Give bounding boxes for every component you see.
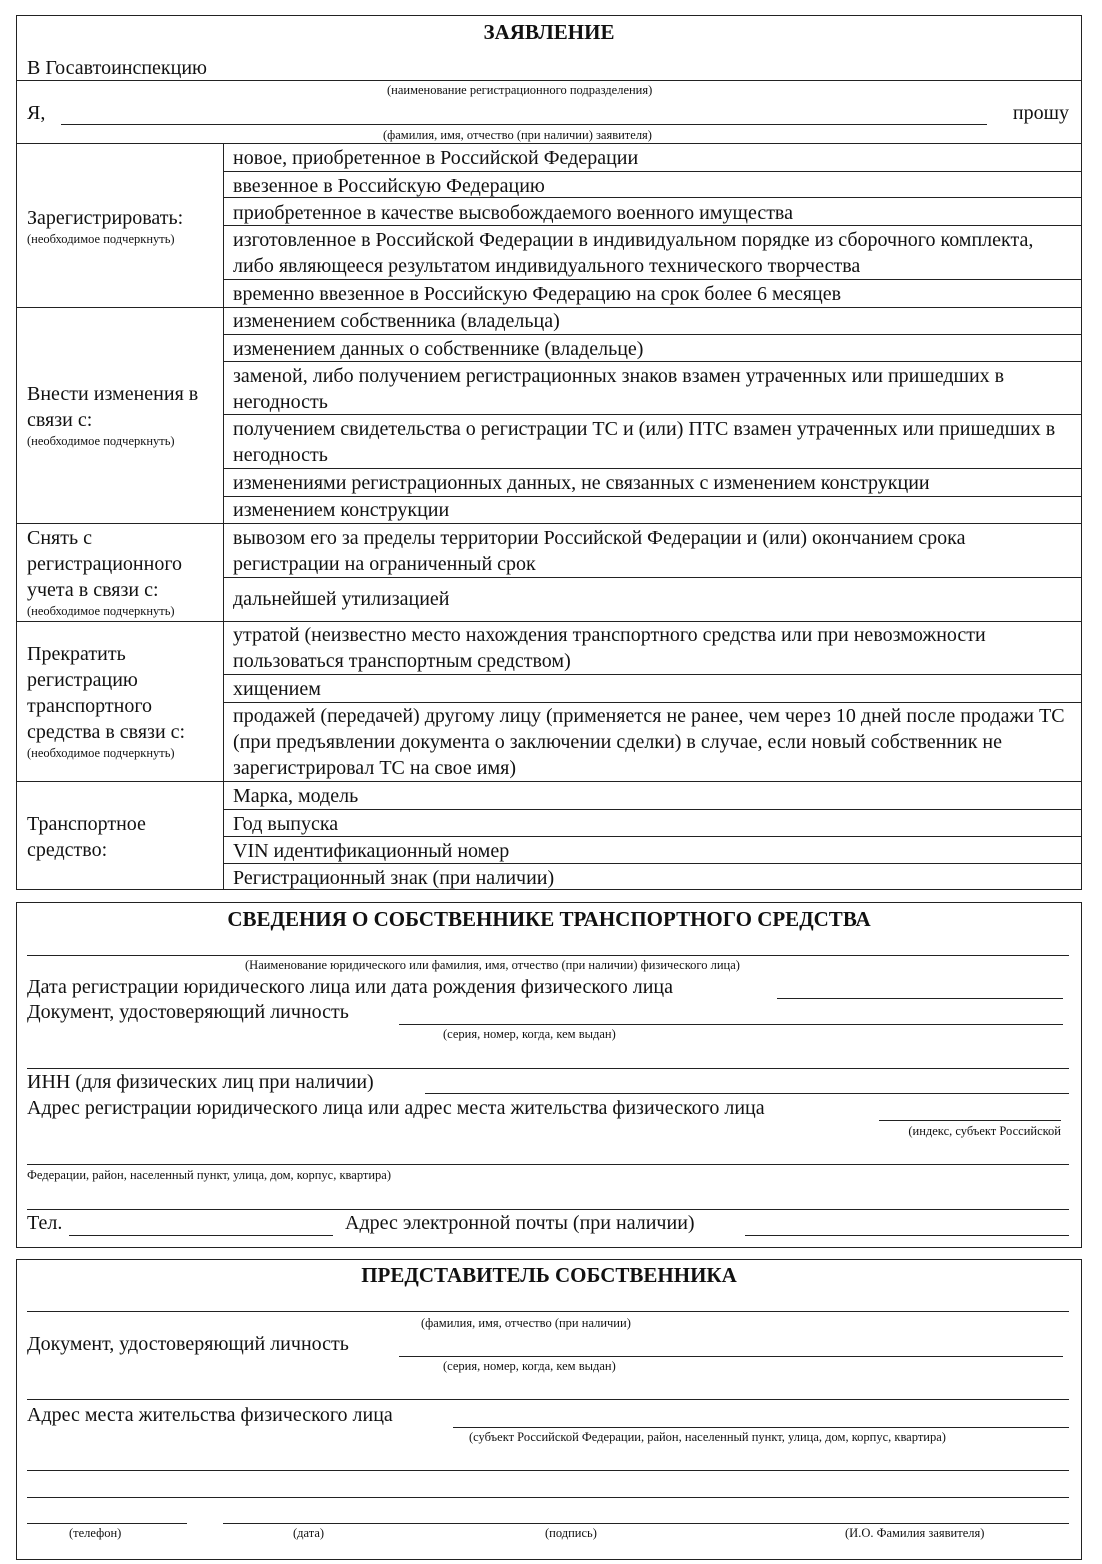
divider xyxy=(223,334,1081,335)
owner-name-field[interactable] xyxy=(27,955,1069,956)
request-label: прошу xyxy=(1012,102,1069,124)
terminate-option-loss[interactable]: утратой (неизвестно место нахождения транспортного средства или при невозможности пользоваться транспортным средством) xyxy=(233,624,986,672)
rep-doc-label: Документ, удостоверяющий личность xyxy=(27,1333,349,1355)
application-box xyxy=(16,15,1082,890)
section-vehicle-label: Транспортное средство: xyxy=(27,813,146,861)
rep-address-hint: (субъект Российской Федерации, район, населенный пункт, улица, дом, корпус, квартира) xyxy=(469,1430,946,1444)
owner-doc-hint: (серия, номер, когда, кем выдан) xyxy=(443,1027,616,1041)
owner-phone-label: Тел. xyxy=(27,1212,63,1234)
owner-doc-label: Документ, удостоверяющий личность xyxy=(27,1001,349,1023)
rep-name-hint: (фамилия, имя, отчество (при наличии) xyxy=(421,1316,631,1330)
section-deregister-label: Снять с регистрационного учета в связи с: (необходимое подчеркнуть) xyxy=(27,527,183,618)
vehicle-vin[interactable]: VIN идентификационный номер xyxy=(233,840,510,862)
applicant-name-hint: (фамилия, имя, отчество (при наличии) заявителя) xyxy=(383,128,652,142)
vehicle-make-model[interactable]: Марка, модель xyxy=(233,785,359,807)
divider xyxy=(223,836,1081,837)
sign-date-hint: (дата) xyxy=(293,1526,325,1540)
owner-email-field[interactable] xyxy=(745,1235,1069,1236)
vehicle-year[interactable]: Год выпуска xyxy=(233,813,339,835)
owner-address-field-3[interactable] xyxy=(27,1209,1069,1210)
divider xyxy=(223,674,1081,675)
divider xyxy=(17,523,1081,524)
owner-address-hint-1: (индекс, субъект Российской xyxy=(908,1124,1061,1138)
sign-phone-hint: (телефон) xyxy=(69,1526,122,1540)
sign-name-hint: (И.О. Фамилия заявителя) xyxy=(845,1526,985,1540)
owner-doc-field[interactable] xyxy=(399,1024,1063,1025)
rep-address-field-2[interactable] xyxy=(27,1470,1069,1471)
divider xyxy=(223,225,1081,226)
representative-title: ПРЕДСТАВИТЕЛЬ СОБСТВЕННИКА xyxy=(361,1263,737,1287)
deregister-option-disposal[interactable]: дальнейшей утилизацией xyxy=(233,588,450,610)
rep-doc-field[interactable] xyxy=(399,1356,1063,1357)
rep-address-field-3[interactable] xyxy=(27,1497,1069,1498)
divider xyxy=(17,781,1081,782)
recipient-label: В Госавтоинспекцию xyxy=(27,57,207,79)
section-terminate-label: Прекратить регистрацию транспортного средства в связи с: (необходимое подчеркнуть) xyxy=(27,643,186,760)
sign-signature-hint: (подпись) xyxy=(545,1526,597,1540)
changes-option-owner[interactable]: изменением собственника (владельца) xyxy=(233,310,560,332)
divider xyxy=(223,279,1081,280)
divider xyxy=(223,414,1081,415)
terminate-option-theft[interactable]: хищением xyxy=(233,678,321,700)
owner-address-hint-2: Федерации, район, населенный пункт, улица, дом, корпус, квартира) xyxy=(27,1168,392,1182)
representative-box xyxy=(16,1259,1082,1560)
divider xyxy=(223,171,1081,172)
section-changes-label: Внести изменения в связи с: (необходимое подчеркнуть) xyxy=(27,383,199,448)
owner-address-label: Адрес регистрации юридического лица или адрес места жительства физического лица xyxy=(27,1097,765,1119)
terminate-option-sale[interactable]: продажей (передачей) другому лицу (применяется не ранее, чем через 10 дней после продажи ТС (при предъявлении документа о заключении сделки) в случае, если новый собственник не зарегистрировал ТС на свое имя) xyxy=(233,705,1065,779)
sign-rest-field[interactable] xyxy=(223,1523,1069,1524)
divider xyxy=(223,197,1081,198)
owner-date-label: Дата регистрации юридического лица или дата рождения физического лица xyxy=(27,976,674,998)
rep-doc-hint: (серия, номер, когда, кем выдан) xyxy=(443,1359,616,1373)
owner-inn-field[interactable] xyxy=(425,1093,1069,1094)
owner-email-label: Адрес электронной почты (при наличии) xyxy=(345,1212,695,1234)
sign-phone-field[interactable] xyxy=(27,1523,187,1524)
owner-phone-field[interactable] xyxy=(69,1235,333,1236)
rep-name-field[interactable] xyxy=(27,1311,1069,1312)
register-option-imported[interactable]: ввезенное в Российскую Федерацию xyxy=(233,175,545,197)
register-option-new[interactable]: новое, приобретенное в Российской Федерации xyxy=(233,147,639,169)
divider xyxy=(223,577,1081,578)
register-option-military[interactable]: приобретенное в качестве высвобождаемого военного имущества xyxy=(233,202,793,224)
changes-option-owner-data[interactable]: изменением данных о собственнике (владельце) xyxy=(233,338,644,360)
vehicle-plate[interactable]: Регистрационный знак (при наличии) xyxy=(233,867,555,889)
unit-hint: (наименование регистрационного подразделения) xyxy=(387,83,653,97)
owner-address-field-2[interactable] xyxy=(27,1164,1069,1165)
changes-option-certificate[interactable]: получением свидетельства о регистрации ТС и (или) ПТС взамен утраченных или пришедших в негодность xyxy=(233,418,1056,466)
divider xyxy=(223,809,1081,810)
divider xyxy=(17,80,1081,81)
owner-name-hint: (Наименование юридического или фамилия, имя, отчество (при наличии) физического лица) xyxy=(245,958,740,972)
register-option-assembled[interactable]: изготовленное в Российской Федерации в индивидуальном порядке из сборочного комплекта, либо являющееся результатом индивидуального технического творчества xyxy=(233,229,1034,277)
changes-option-reg-data[interactable]: изменениями регистрационных данных, не связанных с изменением конструкции xyxy=(233,472,930,494)
owner-date-field[interactable] xyxy=(777,998,1063,999)
owner-inn-label: ИНН (для физических лиц при наличии) xyxy=(27,1071,374,1093)
divider xyxy=(223,863,1081,864)
changes-option-plates[interactable]: заменой, либо получением регистрационных знаков взамен утраченных или пришедших в негодность xyxy=(233,365,1005,413)
divider xyxy=(223,468,1081,469)
section-register-label: Зарегистрировать: (необходимое подчеркнуть) xyxy=(27,207,184,246)
owner-title: СВЕДЕНИЯ О СОБСТВЕННИКЕ ТРАНСПОРТНОГО СРЕДСТВА xyxy=(227,907,871,931)
owner-doc-field-2[interactable] xyxy=(27,1068,1069,1069)
applicant-name-field[interactable] xyxy=(61,124,987,125)
i-label: Я, xyxy=(27,102,46,124)
table-column-divider xyxy=(223,143,224,890)
deregister-option-export[interactable]: вывозом его за пределы территории Российской Федерации и (или) окончанием срока регистрации на ограниченный срок xyxy=(233,527,966,575)
divider xyxy=(223,361,1081,362)
rep-address-label: Адрес места жительства физического лица xyxy=(27,1404,393,1426)
register-option-temporary[interactable]: временно ввезенное в Российскую Федерацию на срок более 6 месяцев xyxy=(233,283,842,305)
application-title: ЗАЯВЛЕНИЕ xyxy=(483,20,615,44)
changes-option-construction[interactable]: изменением конструкции xyxy=(233,499,450,521)
rep-address-field[interactable] xyxy=(453,1427,1069,1428)
divider xyxy=(17,143,1081,144)
owner-box xyxy=(16,902,1082,1248)
rep-doc-field-2[interactable] xyxy=(27,1399,1069,1400)
owner-address-field[interactable] xyxy=(879,1120,1061,1121)
